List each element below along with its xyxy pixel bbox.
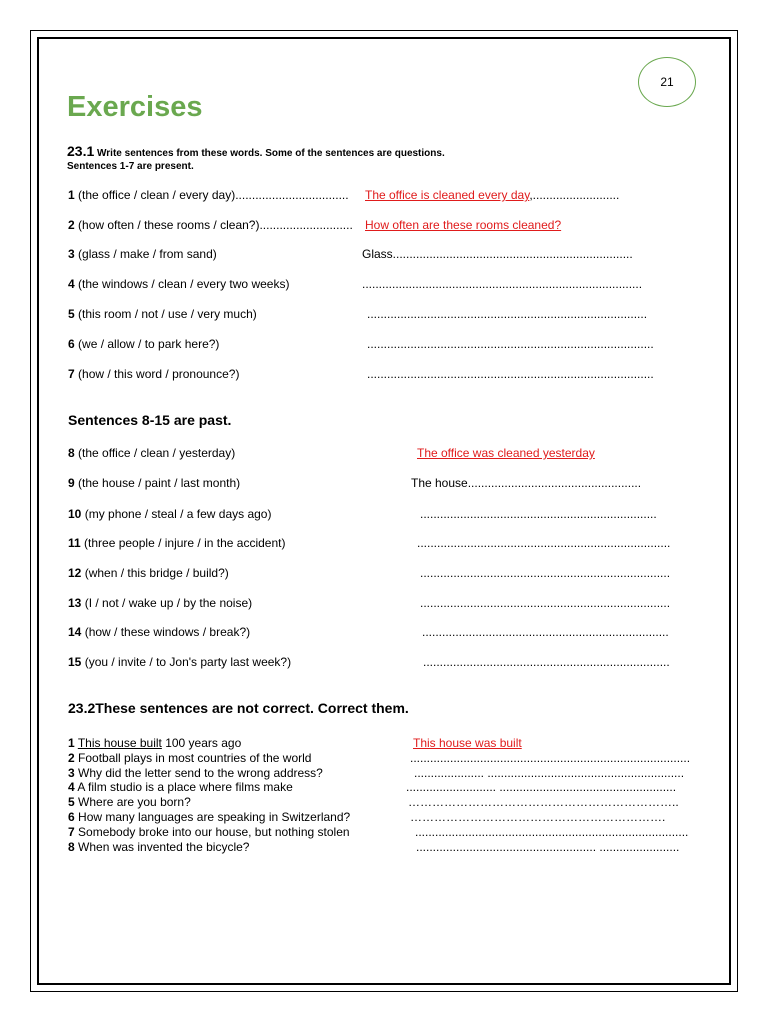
item-prompt (68, 277, 289, 291)
past-section-heading: Sentences 8-15 are past. (68, 412, 232, 428)
sentence-rest: Why did the letter send to the wrong address? (78, 766, 323, 780)
item-number: 10 (68, 507, 82, 521)
answer-area[interactable] (362, 277, 642, 291)
sentence-rest: When was invented the bicycle? (78, 840, 250, 854)
item-number: 15 (68, 655, 82, 669)
answer-area[interactable] (417, 536, 670, 550)
item-text: (the house / paint / last month) (78, 476, 241, 490)
answer-area[interactable] (406, 780, 676, 794)
item-text: (I / not / wake up / by the noise) (84, 596, 253, 610)
item-number: 5 (68, 307, 75, 321)
item-prompt (68, 507, 271, 521)
item-text: (how / these windows / break?) (84, 625, 251, 639)
answer-blank: ........................................................................... (420, 596, 671, 610)
sentence-text (68, 751, 311, 765)
answer-area[interactable] (417, 446, 595, 460)
item-number: 2 (68, 218, 75, 232)
exercise-23-2-heading: 23.2These sentences are not correct. Correct them. (68, 700, 409, 716)
item-number: 3 (68, 247, 75, 261)
sentence-text (68, 795, 191, 809)
exercise-item (68, 825, 718, 840)
item-prompt (68, 655, 291, 669)
answer-area[interactable] (408, 795, 679, 809)
answer-text: The office was cleaned yesterday (417, 446, 595, 460)
exercise-number: 23.1 (67, 143, 95, 159)
answer-area[interactable] (365, 218, 561, 232)
item-number: 8 (68, 840, 75, 854)
sentence-text (68, 736, 241, 750)
item-number: 4 (68, 277, 75, 291)
answer-blank: ........................... ..................................................... (406, 780, 677, 794)
exercise-item (68, 337, 718, 353)
exercise-item (68, 736, 718, 751)
item-text: (the windows / clean / every two weeks) (78, 277, 290, 291)
exercise-item (68, 218, 718, 234)
item-text: (three people / injure / in the accident) (84, 536, 286, 550)
item-prompt (68, 218, 353, 232)
answer-area[interactable] (413, 736, 522, 750)
answer-blank: ........................................................................... (420, 566, 671, 580)
item-text: (glass / make / from sand) (78, 247, 217, 261)
answer-area[interactable] (365, 188, 619, 202)
answer-text: The office is cleaned every day (365, 188, 530, 202)
item-number: 5 (68, 795, 75, 809)
exercise-subinstruction: Sentences 1-7 are present. (67, 161, 194, 172)
sentence-text (68, 810, 350, 824)
sentence-rest: Somebody broke into our house, but nothing stolen (78, 825, 350, 839)
underlined-phrase: This house built (77, 736, 162, 750)
answer-blank: ,.......................... (529, 188, 620, 202)
page-title: Exercises (67, 91, 203, 123)
item-prompt (68, 625, 250, 639)
exercise-item (68, 566, 718, 582)
answer-area[interactable] (362, 247, 633, 261)
answer-area[interactable] (420, 566, 670, 580)
item-prompt (68, 337, 219, 351)
answer-area[interactable] (415, 825, 688, 839)
item-prompt (68, 596, 252, 610)
item-prompt (68, 188, 349, 202)
answer-blank: .......................................................................... (422, 625, 669, 639)
item-number: 2 (68, 751, 75, 765)
answer-area[interactable] (367, 337, 654, 351)
answer-blank: ....................................................................... (420, 507, 657, 521)
sentence-rest: Where are you born? (78, 795, 191, 809)
page-number: 21 (660, 75, 674, 89)
item-number: 4 (68, 780, 75, 794)
exercise-item (68, 188, 718, 204)
sentence-text (68, 840, 249, 854)
answer-area[interactable] (410, 751, 690, 765)
sentence-text (68, 780, 293, 794)
instruction-text: Write sentences from these words. Some of the sentences are questions. (97, 148, 445, 159)
answer-blank: ………………………………………………………….. (408, 795, 679, 809)
answer-blank: ...................................................................................... (367, 337, 654, 351)
item-number: 3 (68, 766, 75, 780)
answer-area[interactable] (367, 367, 654, 381)
answer-area[interactable] (410, 810, 665, 824)
item-number: 8 (68, 446, 75, 460)
exercise-item (68, 507, 718, 523)
exercise-item (68, 307, 718, 323)
page-number-badge (638, 57, 696, 107)
exercise-item (68, 277, 718, 293)
sentence-rest: How many languages are speaking in Switzerland? (78, 810, 351, 824)
exercise-item (68, 810, 718, 825)
answer-blank: The house.................................................... (411, 476, 642, 490)
exercise-item (68, 476, 718, 492)
answer-area[interactable] (422, 625, 669, 639)
item-text: (you / invite / to Jon's party last week?) (84, 655, 292, 669)
exercise-item (68, 780, 718, 795)
item-number: 1 (68, 736, 75, 750)
answer-area[interactable] (367, 307, 647, 321)
answer-blank: ………………………………………………………. (410, 810, 666, 824)
exercise-item (68, 536, 718, 552)
answer-blank: ..................... ........................................................... (414, 766, 685, 780)
item-text: (the office / clean / every day).................................. (78, 188, 349, 202)
item-number: 14 (68, 625, 82, 639)
exercise-item (68, 446, 718, 462)
exercise-item (68, 795, 718, 810)
item-number: 6 (68, 337, 75, 351)
answer-blank: .................................................................................... (367, 307, 648, 321)
answer-blank: .................................................................................... (410, 751, 691, 765)
exercise-item (68, 367, 718, 383)
answer-blank: .................................................................................. (415, 825, 689, 839)
item-text: (when / this bridge / build?) (84, 566, 229, 580)
exercise-item (68, 751, 718, 766)
answer-area[interactable] (414, 766, 684, 780)
item-prompt (68, 566, 229, 580)
exercise-item (68, 655, 718, 671)
sentence-rest: A film studio is a place where films make (77, 780, 293, 794)
answer-blank: ............................................................................ (417, 536, 671, 550)
item-prompt (68, 446, 235, 460)
exercise-item (68, 840, 718, 855)
item-number: 9 (68, 476, 75, 490)
exercise-23-1-instruction (67, 143, 445, 159)
answer-area[interactable] (411, 476, 641, 490)
sentence-text (68, 766, 323, 780)
sentence-rest: Football plays in most countries of the world (78, 751, 312, 765)
item-text: (this room / not / use / very much) (78, 307, 257, 321)
item-prompt (68, 307, 257, 321)
sentence-rest: 100 years ago (161, 736, 242, 750)
answer-blank: Glass........................................................................ (362, 247, 633, 261)
item-number: 12 (68, 566, 82, 580)
item-number: 7 (68, 825, 75, 839)
answer-text: How often are these rooms cleaned? (365, 218, 562, 232)
item-text: (how / this word / pronounce?) (78, 367, 240, 381)
answer-area[interactable] (416, 840, 679, 854)
sentence-text (68, 825, 350, 839)
answer-blank: .................................................................................... (362, 277, 643, 291)
exercise-item (68, 625, 718, 641)
answer-blank: .......................................................................... (423, 655, 670, 669)
answer-area[interactable] (420, 596, 670, 610)
item-prompt (68, 536, 285, 550)
answer-text: This house was built (413, 736, 522, 750)
exercise-item (68, 247, 718, 263)
answer-blank: ...................................................................................... (367, 367, 654, 381)
exercise-item (68, 596, 718, 612)
item-number: 13 (68, 596, 82, 610)
item-text: (the office / clean / yesterday) (78, 446, 236, 460)
item-number: 7 (68, 367, 75, 381)
answer-blank: ...................................................... ........................ (416, 840, 680, 854)
item-prompt (68, 367, 239, 381)
item-number: 1 (68, 188, 75, 202)
answer-area[interactable] (423, 655, 670, 669)
item-text: (my phone / steal / a few days ago) (84, 507, 272, 521)
item-number: 6 (68, 810, 75, 824)
item-prompt (68, 247, 217, 261)
item-text: (how often / these rooms / clean?)............................ (78, 218, 353, 232)
answer-area[interactable] (420, 507, 657, 521)
item-text: (we / allow / to park here?) (78, 337, 220, 351)
item-prompt (68, 476, 240, 490)
exercise-item (68, 766, 718, 781)
item-number: 11 (68, 536, 81, 550)
